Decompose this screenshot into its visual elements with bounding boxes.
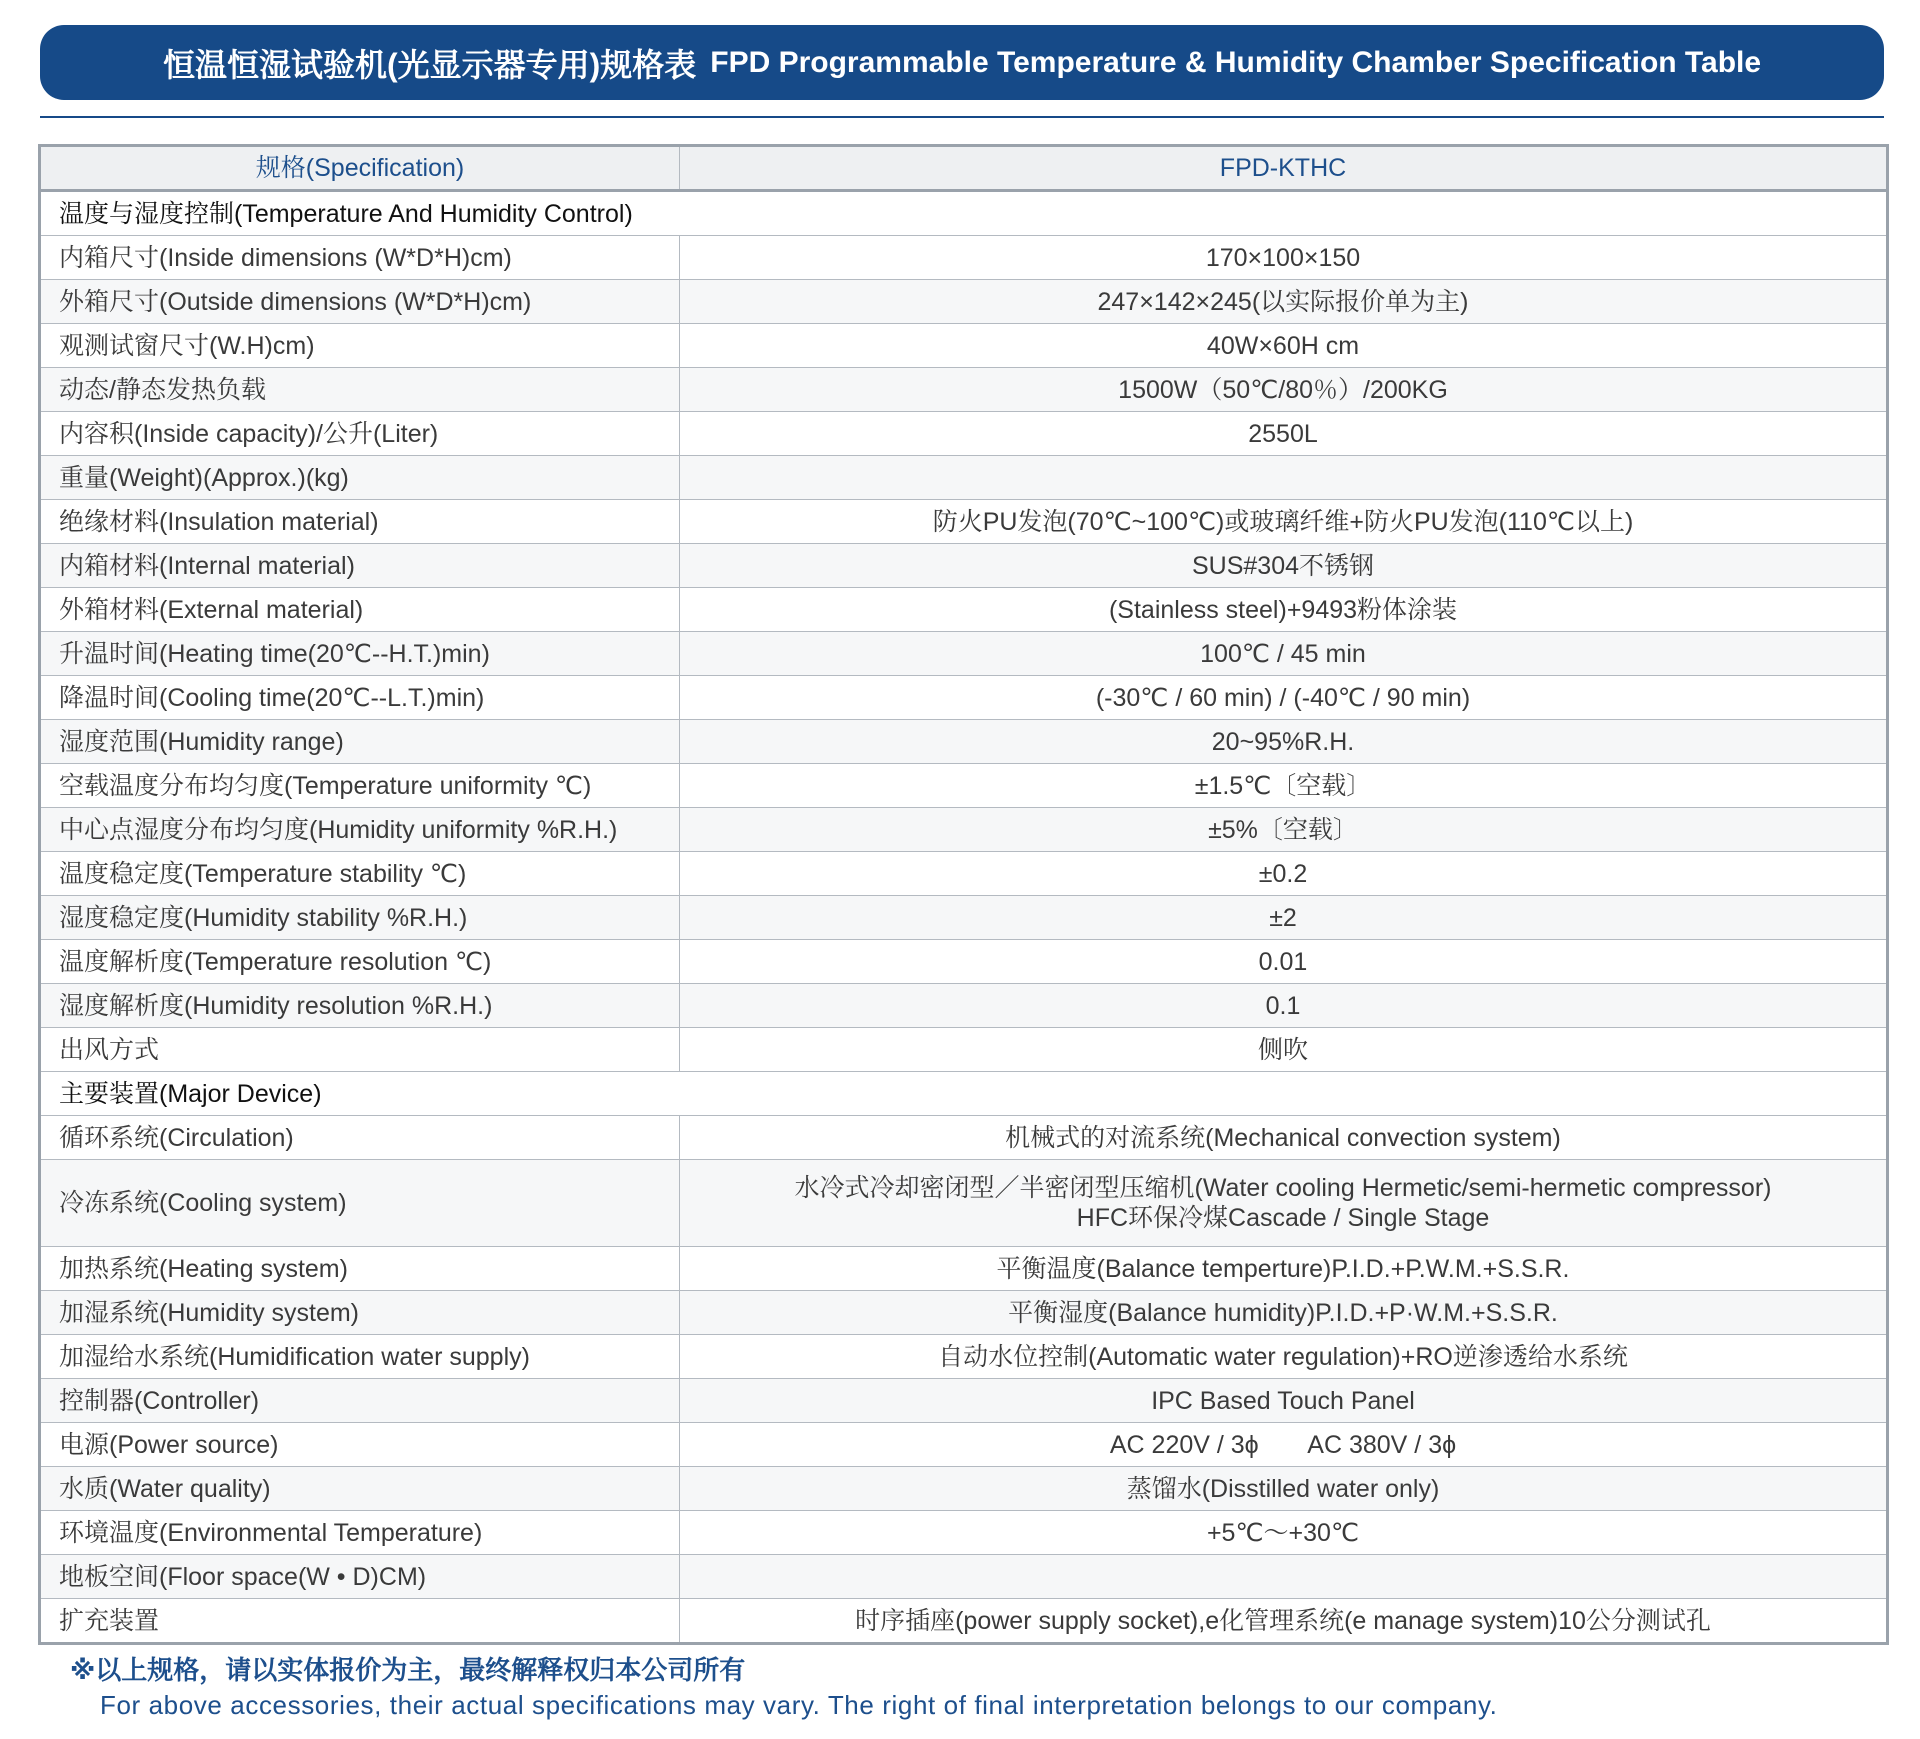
section-row-major-device	[40, 1072, 1888, 1116]
table-row	[40, 1028, 1888, 1072]
spec-value: 40W×60H cm	[680, 324, 1888, 368]
table-row	[40, 280, 1888, 324]
spec-value: 侧吹	[680, 1028, 1888, 1072]
spec-value: 防火PU发泡(70℃~100℃)或玻璃纤维+防火PU发泡(110℃以上)	[680, 500, 1888, 544]
spec-value: 247×142×245(以实际报价单为主)	[680, 280, 1888, 324]
title-cn: 恒温恒湿试验机(光显示器专用)规格表	[162, 46, 697, 83]
spec-label: 外箱尺寸(Outside dimensions (W*D*H)cm)	[40, 280, 680, 324]
spec-label: 空载温度分布均匀度(Temperature uniformity ℃)	[40, 764, 680, 808]
table-row	[40, 544, 1888, 588]
spec-label: 加热系统(Heating system)	[40, 1247, 680, 1291]
table-row	[40, 1423, 1888, 1467]
table-row	[40, 1599, 1888, 1644]
table-row	[40, 368, 1888, 412]
spec-label: 升温时间(Heating time(20℃--H.T.)min)	[40, 632, 680, 676]
spec-value: (-30℃ / 60 min) / (-40℃ / 90 min)	[680, 676, 1888, 720]
spec-value: 自动水位控制(Automatic water regulation)+RO逆渗透给水系统	[680, 1335, 1888, 1379]
spec-value: 0.01	[680, 940, 1888, 984]
table-row	[40, 896, 1888, 940]
table-row	[40, 1291, 1888, 1335]
spec-label: 内箱尺寸(Inside dimensions (W*D*H)cm)	[40, 236, 680, 280]
spec-value: +5℃～+30℃	[680, 1511, 1888, 1555]
table-row	[40, 456, 1888, 500]
spec-label: 湿度稳定度(Humidity stability %R.H.)	[40, 896, 680, 940]
spec-value: ±5%〔空载〕	[680, 808, 1888, 852]
spec-value: 机械式的对流系统(Mechanical convection system)	[680, 1116, 1888, 1160]
spec-label: 出风方式	[40, 1028, 680, 1072]
spec-label: 环境温度(Environmental Temperature)	[40, 1511, 680, 1555]
table-row	[40, 720, 1888, 764]
spec-label: 中心点湿度分布均匀度(Humidity uniformity %R.H.)	[40, 808, 680, 852]
table-row	[40, 324, 1888, 368]
spec-label: 湿度范围(Humidity range)	[40, 720, 680, 764]
table-row	[40, 1247, 1888, 1291]
section-title: 温度与湿度控制(Temperature And Humidity Control)	[40, 191, 1888, 236]
spec-value: 0.1	[680, 984, 1888, 1028]
spec-value: AC 220V / 3ϕ AC 380V / 3ϕ	[680, 1423, 1888, 1467]
spec-label: 温度解析度(Temperature resolution ℃)	[40, 940, 680, 984]
spec-label: 地板空间(Floor space(W • D)CM)	[40, 1555, 680, 1599]
table-row	[40, 1335, 1888, 1379]
title-en: FPD Programmable Temperature & Humidity Chamber Specification Table	[710, 45, 1762, 79]
table-row	[40, 1555, 1888, 1599]
header-divider	[40, 116, 1884, 118]
table-row	[40, 500, 1888, 544]
spec-value: 平衡温度(Balance temperture)P.I.D.+P.W.M.+S.S.R.	[680, 1247, 1888, 1291]
spec-value: ±2	[680, 896, 1888, 940]
spec-value: (Stainless steel)+9493粉体涂装	[680, 588, 1888, 632]
spec-label: 冷冻系统(Cooling system)	[40, 1160, 680, 1247]
spec-label: 循环系统(Circulation)	[40, 1116, 680, 1160]
table-row	[40, 852, 1888, 896]
spec-label: 湿度解析度(Humidity resolution %R.H.)	[40, 984, 680, 1028]
spec-value	[680, 456, 1888, 500]
spec-value	[680, 1160, 1888, 1247]
column-header-model: FPD-KTHC	[680, 146, 1888, 191]
spec-value	[680, 1555, 1888, 1599]
spec-value: 100℃ / 45 min	[680, 632, 1888, 676]
spec-value: 1500W（50℃/80％）/200KG	[680, 368, 1888, 412]
spec-label: 加湿系统(Humidity system)	[40, 1291, 680, 1335]
spec-value: 2550L	[680, 412, 1888, 456]
table-row	[40, 1467, 1888, 1511]
spec-value: 平衡湿度(Balance humidity)P.I.D.+P·W.M.+S.S.R.	[680, 1291, 1888, 1335]
table-row	[40, 676, 1888, 720]
table-row	[40, 808, 1888, 852]
table-header-row	[40, 146, 1888, 191]
spec-label: 水质(Water quality)	[40, 1467, 680, 1511]
table-row	[40, 984, 1888, 1028]
spec-label: 控制器(Controller)	[40, 1379, 680, 1423]
spec-value: ±1.5℃〔空载〕	[680, 764, 1888, 808]
section-row-temperature-humidity	[40, 191, 1888, 236]
footnote-cn: ※以上规格，请以实体报价为主，最终解释权归本公司所有	[70, 1655, 746, 1685]
table-row	[40, 1160, 1888, 1247]
spec-value: 20~95%R.H.	[680, 720, 1888, 764]
section-title: 主要装置(Major Device)	[40, 1072, 1888, 1116]
table-row	[40, 632, 1888, 676]
table-row	[40, 412, 1888, 456]
spec-value-line: HFC环保冷煤Cascade / Single Stage	[1076, 1204, 1490, 1232]
spec-label: 绝缘材料(Insulation material)	[40, 500, 680, 544]
spec-label: 扩充装置	[40, 1599, 680, 1644]
table-row	[40, 764, 1888, 808]
spec-table	[38, 144, 1889, 1645]
table-row	[40, 1379, 1888, 1423]
spec-value: 170×100×150	[680, 236, 1888, 280]
table-row	[40, 1511, 1888, 1555]
table-row	[40, 588, 1888, 632]
table-row	[40, 1116, 1888, 1160]
spec-label: 温度稳定度(Temperature stability ℃)	[40, 852, 680, 896]
spec-value: 时序插座(power supply socket),e化管理系统(e manage system)10公分测试孔	[680, 1599, 1888, 1644]
spec-value-line: 水冷式冷却密闭型／半密闭型压缩机(Water cooling Hermetic/semi-hermetic compressor)	[794, 1174, 1772, 1202]
spec-label: 动态/静态发热负载	[40, 368, 680, 412]
column-header-spec: 规格(Specification)	[40, 146, 680, 191]
spec-label: 内容积(Inside capacity)/公升(Liter)	[40, 412, 680, 456]
spec-value: 蒸馏水(Disstilled water only)	[680, 1467, 1888, 1511]
spec-label: 重量(Weight)(Approx.)(kg)	[40, 456, 680, 500]
table-row	[40, 940, 1888, 984]
footnote-en: For above accessories, their actual specifications may vary. The right of final interpretation belongs to our company.	[100, 1690, 1498, 1720]
spec-value: ±0.2	[680, 852, 1888, 896]
title-banner	[40, 25, 1884, 100]
spec-label: 观测试窗尺寸(W.H)cm)	[40, 324, 680, 368]
spec-label: 加湿给水系统(Humidification water supply)	[40, 1335, 680, 1379]
spec-label: 内箱材料(Internal material)	[40, 544, 680, 588]
spec-label: 电源(Power source)	[40, 1423, 680, 1467]
spec-label: 降温时间(Cooling time(20℃--L.T.)min)	[40, 676, 680, 720]
table-row	[40, 236, 1888, 280]
spec-value: IPC Based Touch Panel	[680, 1379, 1888, 1423]
spec-value: SUS#304不锈钢	[680, 544, 1888, 588]
spec-label: 外箱材料(External material)	[40, 588, 680, 632]
